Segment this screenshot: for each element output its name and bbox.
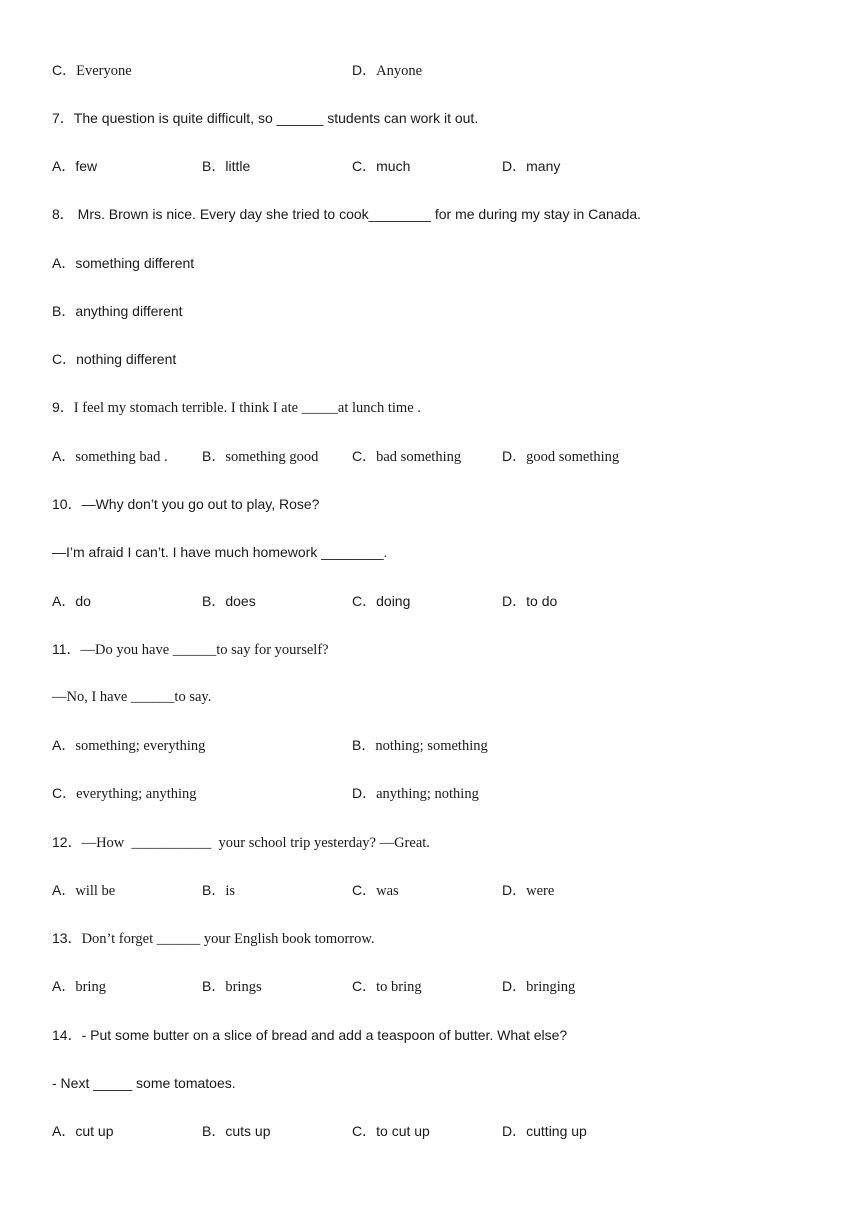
q6-option-c: C．Everyone xyxy=(52,62,132,79)
q10-option-b: B．does xyxy=(202,593,256,609)
q11-option-d: D．anything; nothing xyxy=(352,785,479,802)
q9-option-d: D．good something xyxy=(502,448,620,465)
q13-option-a: A．bring xyxy=(52,978,106,995)
q12-option-d: D．were xyxy=(502,882,555,899)
q10-question-reply: —I’m afraid I can’t. I have much homework ________. xyxy=(52,544,388,560)
q14-option-a: A．cut up xyxy=(52,1123,114,1139)
q11-option-b: B．nothing; something xyxy=(352,737,488,754)
q10-question: 10．—Why don’t you go out to play, Rose? xyxy=(52,496,320,512)
q12-option-c: C．was xyxy=(352,882,399,899)
q7-option-b: B．little xyxy=(202,158,251,174)
q9-number: 9． xyxy=(52,399,74,415)
q6-option-d: D．Anyone xyxy=(352,62,423,79)
q11-option-a: A．something; everything xyxy=(52,737,206,754)
q12-option-b: B．is xyxy=(202,882,236,899)
q8-option-b: B．anything different xyxy=(52,303,183,319)
q7-question: 7．The question is quite difficult, so ______ students can work it out. xyxy=(52,110,479,126)
q7-option-a: A．few xyxy=(52,158,98,174)
q13-option-c: C．to bring xyxy=(352,978,422,995)
q8-question: 8． Mrs. Brown is nice. Every day she tried to cook________ for me during my stay in Canada. xyxy=(52,206,642,222)
q11-question xyxy=(52,640,329,659)
q13-option-b: B．brings xyxy=(202,978,262,995)
q14-option-c: C．to cut up xyxy=(352,1123,430,1139)
q9-option-a: A．something bad . xyxy=(52,448,168,465)
q10-option-c: C．doing xyxy=(352,593,411,609)
q13-number: 13． xyxy=(52,930,82,946)
q9-option-c: C．bad something xyxy=(352,448,462,465)
q13-question xyxy=(52,929,375,948)
q11-question-reply: —No, I have ______to say. xyxy=(52,689,212,705)
q11-option-c: C．everything; anything xyxy=(52,785,197,802)
q8-option-c: C．nothing different xyxy=(52,351,177,367)
q14-option-b: B．cuts up xyxy=(202,1123,271,1139)
q10-option-a: A．do xyxy=(52,593,91,609)
q7-option-c: C．much xyxy=(352,158,411,174)
q9-option-b: B．something good xyxy=(202,448,319,465)
q12-question xyxy=(52,833,430,852)
q13-option-d: D．bringing xyxy=(502,978,576,995)
q12-text: —How ___________ your school trip yesterday? —Great. xyxy=(81,835,430,851)
q14-option-d: D．cutting up xyxy=(502,1123,587,1139)
q12-option-a: A．will be xyxy=(52,882,116,899)
q7-option-d: D．many xyxy=(502,158,561,174)
q8-option-a: A．something different xyxy=(52,255,195,271)
q14-question: 14．- Put some butter on a slice of bread and add a teaspoon of butter. What else? xyxy=(52,1027,568,1043)
q13-text: Don’t forget ______ your English book tomorrow. xyxy=(81,931,375,947)
q10-option-d: D．to do xyxy=(502,593,558,609)
q12-number: 12． xyxy=(52,834,82,850)
q9-question xyxy=(52,398,421,417)
q11-text: —Do you have ______to say for yourself? xyxy=(80,642,329,658)
q9-text: I feel my stomach terrible. I think I ate _____at lunch time . xyxy=(73,400,421,416)
q11-number: 11． xyxy=(52,641,81,657)
q14-question-reply: - Next _____ some tomatoes. xyxy=(52,1075,236,1091)
